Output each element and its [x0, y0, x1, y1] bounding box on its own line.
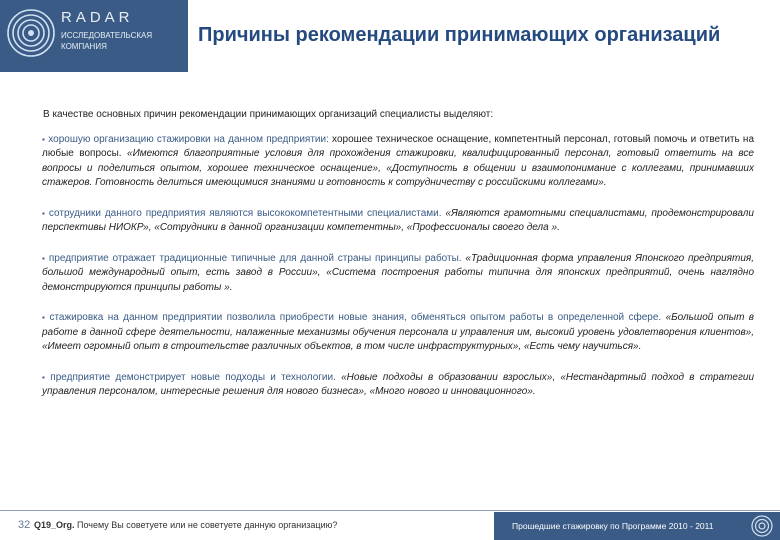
footer-question	[34, 520, 337, 530]
reason-paragraph	[42, 252, 754, 296]
page-title: Причины рекомендации принимающих организаций	[198, 24, 721, 46]
content	[42, 108, 754, 416]
reason-lead: стажировка на данном предприятии позволила приобрести новые знания, обменяться опытом работы в определенной сфере.	[49, 312, 662, 323]
reason-quote: «Новые подходы в образовании взрослых», «Нестандартный подход в стратегии управления персоналом, интересные решения для нового бизнеса», «Много нового и инновационного».	[42, 371, 755, 397]
reason-quote: «Имеются благоприятные условия для прохождения стажировки, квалифицированный персонал, готовый ответить на все вопросы и поделиться опытом, хорошее техническое оснащение», «Доступность в общении и взаимопонимание с коллегами, принимавших стажеров. Готовность делиться имеющимися знаниями и готовность к сотрудничеству с российскими коллегами».	[42, 148, 754, 188]
header	[0, 0, 780, 72]
reason-quote: «Являются грамотными специалистами, продемонстрировали перспективы НИОКР», «Сотрудники в данной организации компетентны», «Профессионалы своего дела ».	[42, 207, 754, 233]
intro-text: В качестве основных причин рекомендации принимающих организаций специалисты выделяют:	[43, 109, 494, 120]
reason-paragraph	[42, 207, 754, 236]
question-text: Почему Вы советуете или не советуете данную организацию?	[74, 520, 338, 530]
reason-paragraph	[42, 371, 754, 400]
footer-divider	[0, 510, 780, 511]
bullet-icon: ▪	[42, 208, 46, 218]
reason-paragraph	[42, 133, 754, 191]
reason-lead: предприятие демонстрирует новые подходы и технологии.	[50, 371, 336, 383]
page-number: 32	[18, 519, 31, 531]
reason-quote: «Традиционная форма управления Японского предприятия, большой международный опыт, есть завод в России», «Система построения работы типична для японских предприятий, очень наглядно демонстрируются принципы работы ».	[42, 252, 755, 293]
reason-lead: хорошую организацию стажировки на данном предприятии:	[48, 133, 329, 145]
footer-sample-label: Прошедшие стажировку по Программе 2010 - 2011	[512, 521, 714, 531]
reason-paragraph	[42, 311, 754, 355]
reason-lead: сотрудники данного предприятия являются высококомпетентными специалистами.	[48, 207, 442, 219]
bullet-icon: ▪	[42, 253, 46, 263]
radar-logo-icon	[6, 8, 56, 58]
question-code: Q19_Org.	[34, 520, 75, 530]
reason-quote: «Большой опыт в работе в данной сфере деятельности, налаженные механизмы обучения персонала и управления им, высокий уровень удовлетворения клиентов», «Имеет огромный опыт в строительстве различных объектов, в том числе инфраструктурных», «Есть чему научиться».	[42, 312, 755, 352]
logo	[0, 0, 188, 72]
logo-subtitle: ИССЛЕДОВАТЕЛЬСКАЯ КОМПАНИЯ	[61, 31, 153, 51]
logo-word: RADAR	[61, 9, 134, 26]
bullet-icon: ▪	[42, 134, 46, 144]
reason-text: хорошее техническое оснащение, компетентный персонал, готовый помочь и ответить на любые вопросы.	[42, 133, 755, 159]
radar-small-logo-icon	[750, 514, 774, 538]
reason-lead: предприятие отражает традиционные типичные для данной страны принципы работы.	[48, 252, 462, 264]
bullet-icon: ▪	[42, 313, 47, 322]
bullet-icon: ▪	[42, 372, 48, 382]
